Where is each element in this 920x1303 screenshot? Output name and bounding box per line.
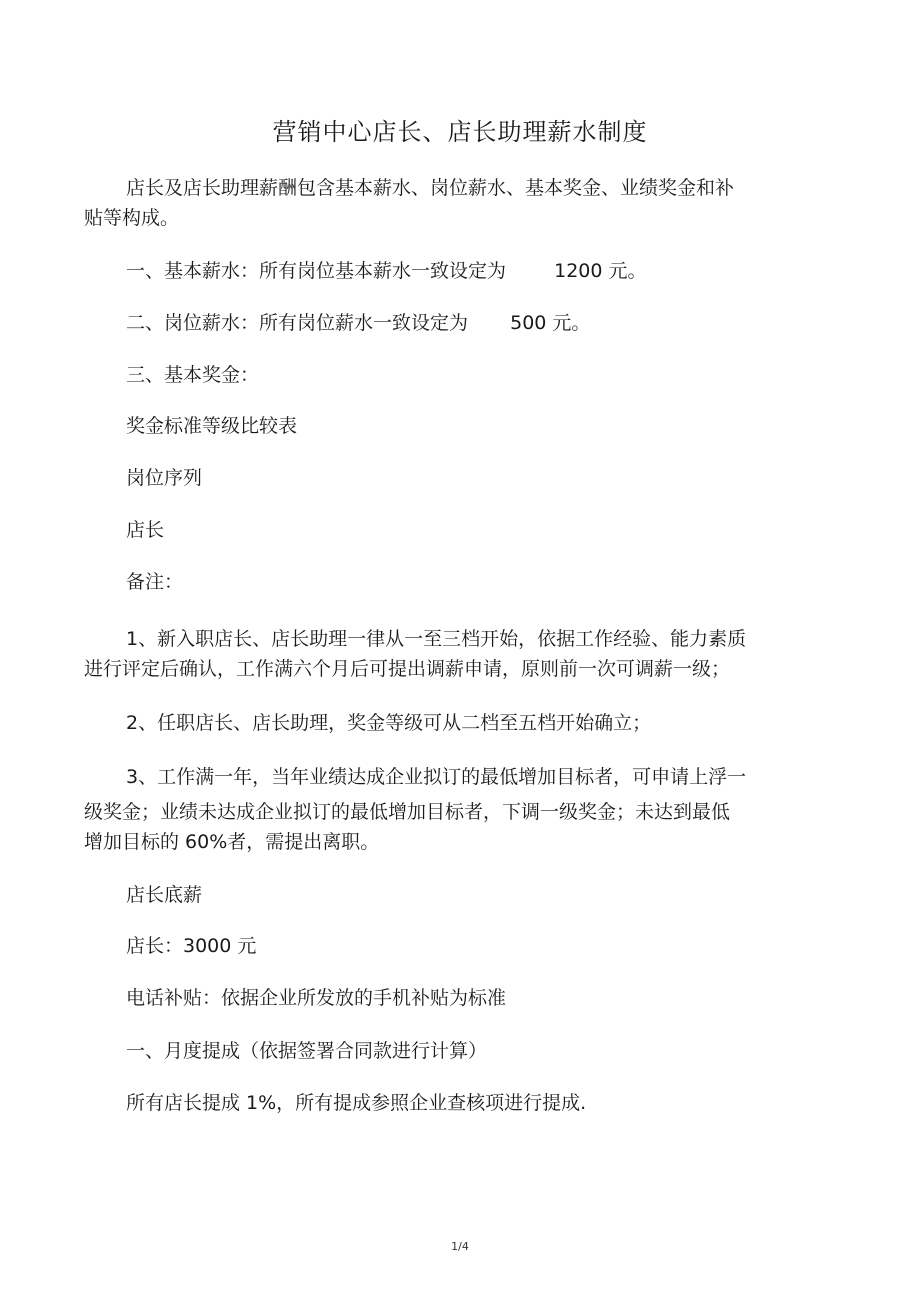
- bonus-table-title: 奖金标准等级比较表: [126, 415, 298, 437]
- commission-rule-line: 所有店长提成 1%，所有提成参照企业查核项进行提成.: [126, 1092, 587, 1114]
- note-1-line-1: 1、新入职店长、店长助理一律从一至三档开始，依据工作经验、能力素质: [126, 628, 747, 650]
- post-salary-line: [126, 308, 590, 338]
- remarks-heading: 备注：: [126, 571, 184, 593]
- intro-line-2: 贴等构成。: [84, 207, 180, 229]
- phone-subsidy-line: 电话补贴：依据企业所发放的手机补贴为标准: [126, 987, 507, 1009]
- basic-salary-line: [126, 256, 647, 286]
- note-3-line-1: 3、工作满一年，当年业绩达成企业拟订的最低增加目标者，可申请上浮一: [126, 766, 747, 788]
- note-2: 2、任职店长、店长助理，奖金等级可从二档至五档开始确立；: [126, 712, 652, 734]
- basic-bonus-heading: 三、基本奖金：: [126, 364, 260, 386]
- base-pay-heading: 店长底薪: [126, 884, 203, 906]
- basic-salary-amount: 1200 元。: [554, 260, 647, 282]
- post-salary-amount: 500 元。: [510, 312, 591, 334]
- note-1-line-2: 进行评定后确认，工作满六个月后可提出调薪申请，原则前一次可调薪一级；: [84, 658, 731, 680]
- basic-salary-text: 一、基本薪水：所有岗位基本薪水一致设定为: [126, 260, 507, 282]
- document-title: 营销中心店长、店长助理薪水制度: [272, 118, 648, 146]
- post-salary-text: 二、岗位薪水：所有岗位薪水一致设定为: [126, 312, 469, 334]
- note-3-line-3: 增加目标的 60%者，需提出离职。: [84, 831, 380, 853]
- intro-line-1: 店长及店长助理薪酬包含基本薪水、岗位薪水、基本奖金、业绩奖金和补: [126, 177, 735, 199]
- page-number: 1/4: [451, 1240, 469, 1253]
- monthly-commission-heading: 一、月度提成（依据签署合同款进行计算）: [126, 1040, 488, 1062]
- post-sequence-label: 岗位序列: [126, 467, 203, 489]
- note-3-line-2: 级奖金；业绩未达成企业拟订的最低增加目标者，下调一级奖金；未达到最低: [84, 801, 731, 823]
- store-manager-label: 店长: [126, 519, 165, 541]
- base-pay-line: 店长：3000 元: [126, 935, 257, 957]
